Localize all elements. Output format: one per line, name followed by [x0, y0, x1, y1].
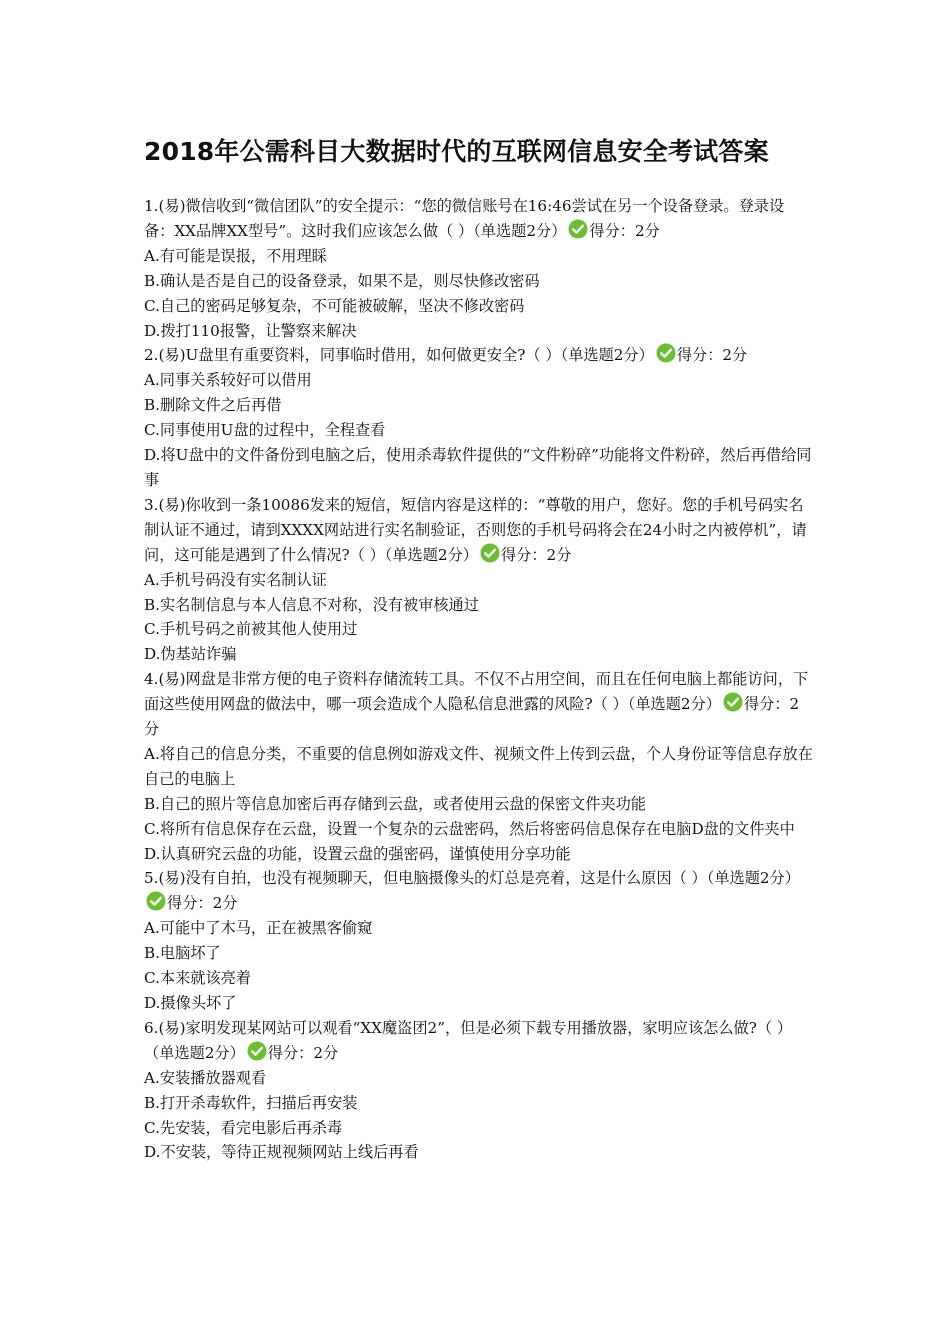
- score-text: 得分：2分: [144, 695, 800, 739]
- answer-option-d: D.伪基站诈骗: [144, 645, 237, 664]
- answer-option-d: D.将U盘中的文件备份到电脑之后，使用杀毒软件提供的“文件粉碎”功能将文件粉碎，然后再借给同事: [144, 446, 812, 489]
- answer-option-a: A.手机号码没有实名制认证: [144, 570, 327, 589]
- question-text: [144, 343, 814, 368]
- document-title: 2018年公需科目大数据时代的互联网信息安全考试答案: [144, 137, 769, 166]
- answer-option-b: B.删除文件之后再借: [144, 396, 282, 415]
- answer-option-b: B.确认是否是自己的设备登录，如果不是，则尽快修改密码: [144, 271, 540, 290]
- answer-option-c: C.将所有信息保存在云盘，设置一个复杂的云盘密码，然后将密码信息保存在电脑D盘的文件夹中: [144, 819, 795, 838]
- answer-option-a: A.同事关系较好可以借用: [144, 371, 312, 390]
- question-text: [144, 194, 814, 244]
- check-circle-icon: [723, 692, 743, 712]
- check-circle-icon: [656, 343, 676, 363]
- question-1: [144, 194, 814, 343]
- question-text: [144, 493, 814, 568]
- score-text: 得分：2分: [167, 894, 238, 913]
- answer-option-c: C.先安装，看完电影后再杀毒: [144, 1118, 343, 1137]
- score-text: 得分：2分: [589, 221, 660, 240]
- score-text: 得分：2分: [500, 545, 572, 564]
- question-4: [144, 667, 814, 866]
- question-prompt: 5.(易)没有自拍，也没有视频聊天，但电脑摄像头的灯总是亮着，这是什么原因（ ）（单选题2分）: [144, 869, 800, 888]
- answer-option-d: D.认真研究云盘的功能，设置云盘的强密码，谨慎使用分享功能: [144, 844, 571, 863]
- check-circle-icon: [146, 891, 166, 911]
- check-circle-icon: [247, 1041, 267, 1061]
- answer-option-a: A.有可能是误报，不用理睬: [144, 246, 327, 265]
- question-prompt: 4.(易)网盘是非常方便的电子资料存储流转工具。不仅不占用空间，而且在任何电脑上都能访问，下面这些使用网盘的做法中，哪一项会造成个人隐私信息泄露的风险?（ ）（单选题2分）: [144, 670, 809, 714]
- answer-option-d: D.拨打110报警，让警察来解决: [144, 321, 357, 340]
- question-6: [144, 1016, 814, 1165]
- answer-option-a: A.可能中了木马，正在被黑客偷窥: [144, 919, 373, 938]
- question-3: [144, 493, 814, 667]
- answer-option-c: C.同事使用U盘的过程中，全程查看: [144, 421, 386, 440]
- question-5: [144, 866, 814, 1015]
- answer-option-c: C.本来就该亮着: [144, 969, 252, 988]
- score-text: 得分：2分: [676, 346, 748, 365]
- answer-option-c: C.自己的密码足够复杂，不可能被破解，坚决不修改密码: [144, 296, 525, 315]
- answer-option-c: C.手机号码之前被其他人使用过: [144, 620, 358, 639]
- answer-option-d: D.摄像头坏了: [144, 994, 237, 1012]
- question-list: [144, 194, 814, 1165]
- answer-option-b: B.电脑坏了: [144, 944, 221, 963]
- answer-option-a: A.将自己的信息分类，不重要的信息例如游戏文件、视频文件上传到云盘，个人身份证等信息存放在自己的电脑上: [144, 744, 813, 788]
- question-prompt: 3.(易)你收到一条10086发来的短信，短信内容是这样的：“尊敬的用户，您好。您的手机号码实名制认证不通过，请到XXXX网站进行实名制验证，否则您的手机号码将会在24小时之内被停机”，请问，这可能是遇到了什么情况?（ ）（单选题2分）: [144, 495, 807, 564]
- score-text: 得分：2分: [267, 1043, 339, 1062]
- question-prompt: 1.(易)微信收到“微信团队”的安全提示：“您的微信账号在16:46尝试在另一个设备登录。登录设备：XX品牌XX型号”。这时我们应该怎么做（ ）（单选题2分）: [144, 197, 785, 240]
- answer-option-d: D.不安装，等待正规视频网站上线后再看: [144, 1143, 419, 1162]
- check-circle-icon: [568, 219, 588, 239]
- check-circle-icon: [480, 543, 500, 563]
- question-prompt: 6.(易)家明发现某网站可以观看“XX魔盗团2”，但是必须下载专用播放器，家明应该怎么做?（ ）（单选题2分）: [144, 1018, 793, 1062]
- answer-option-b: B.自己的照片等信息加密后再存储到云盘，或者使用云盘的保密文件夹功能: [144, 794, 646, 813]
- answer-option-b: B.打开杀毒软件，扫描后再安装: [144, 1093, 358, 1112]
- question-2: [144, 343, 814, 492]
- question-text: [144, 667, 814, 742]
- question-text: [144, 1016, 814, 1066]
- document-page: [144, 132, 814, 1165]
- question-text: [144, 866, 814, 916]
- answer-option-b: B.实名制信息与本人信息不对称，没有被审核通过: [144, 595, 479, 614]
- question-prompt: 2.(易)U盘里有重要资料，同事临时借用，如何做更安全?（ ）（单选题2分）: [144, 346, 654, 365]
- answer-option-a: A.安装播放器观看: [144, 1068, 267, 1087]
